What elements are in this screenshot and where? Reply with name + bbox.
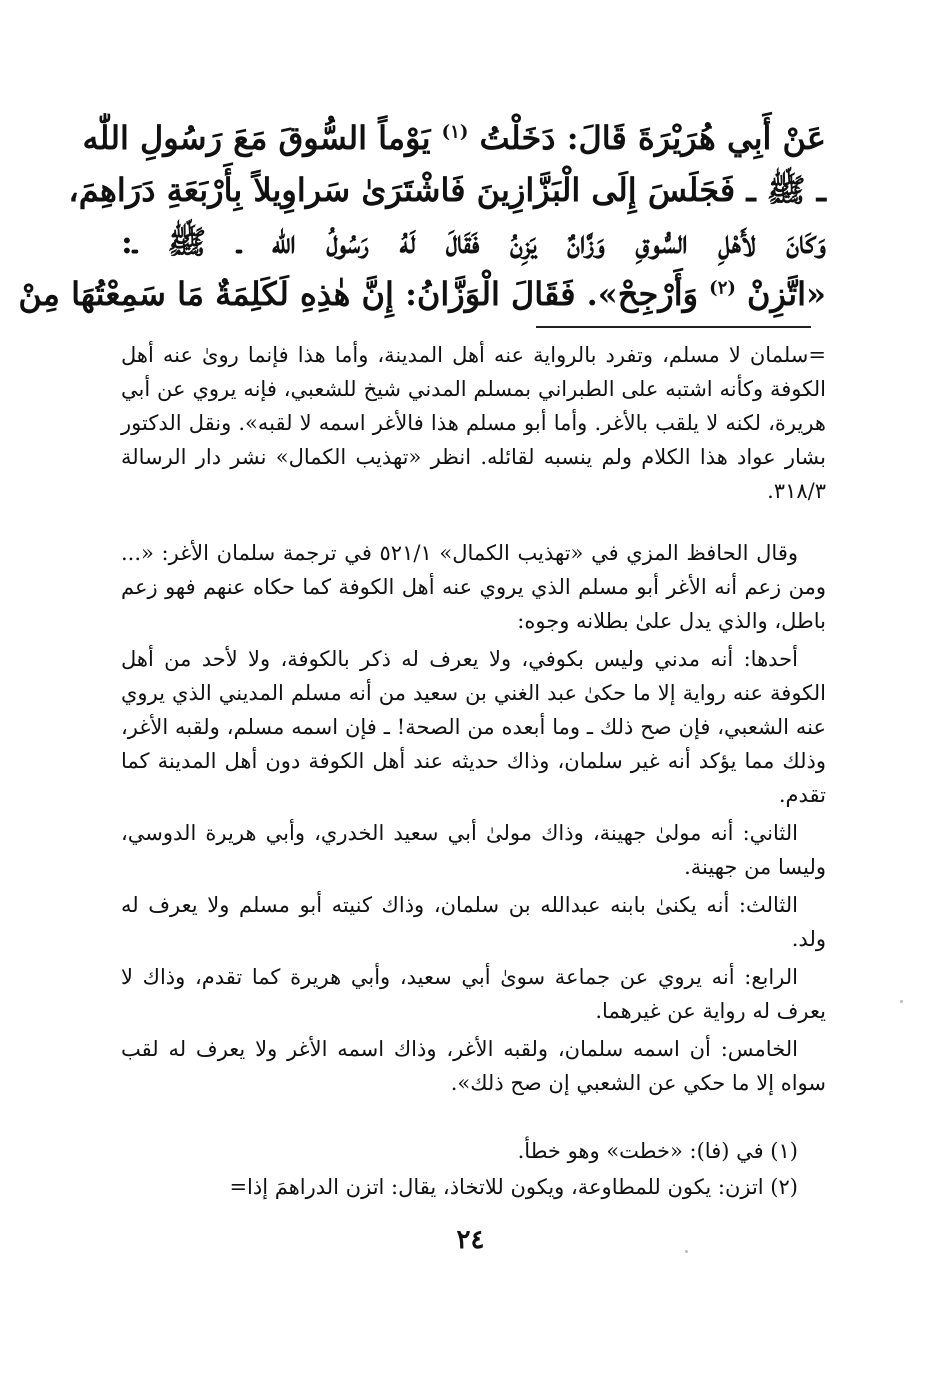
footnote-ref-2: (٢) (709, 277, 736, 299)
notes-paragraph: الرابع: أنه يروي عن جماعة سوىٰ أبي سعيد، وأبي هريرة كما تقدم، وذاك لا يعرف له رواية عن غيرهما. (121, 965, 826, 1023)
main-text-segment: عَنْ أَبِي هُرَيْرَةَ قَالَ: دَخَلْتُ (479, 119, 826, 157)
footnote-divider (536, 326, 811, 328)
main-text-segment: وَأَرْجِحْ». فَقَالَ الْوَزَّانُ: إِنَّ هٰذِهِ لَكَلِمَةٌ مَا سَمِعْتُهَا مِنْ (18, 275, 699, 313)
footnotes (121, 1133, 826, 1205)
notes-paragraph: =سلمان لا مسلم، وتفرد بالرواية عنه أهل المدينة، وأما هذا فإنما روىٰ عنه أهل الكوفة وكأنه اشتبه على الطبراني بمسلم المدني شيخ للشعبي، فإنه يروي عن أبي هريرة، لكنه لا يلقب بالأغر. وأما أبو مسلم هذا فالأغر اسمه لا لقبه». ونقل الدكتور بشار عواد هذا الكلام ولم ينسبه لقائله. انظر «تهذيب الكمال» نشر دار الرسالة ٣١٨/٣. (121, 343, 826, 503)
footnote-1: (١) في (فا): «خطت» وهو خطأ. (517, 1139, 798, 1163)
main-text-segment: يَوْماً السُّوقَ مَعَ رَسُولِ اللّٰه (82, 119, 431, 157)
notes-paragraph: وقال الحافظ المزي في «تهذيب الكمال» ٥٢١/١ في ترجمة سلمان الأغر: «... ومن زعم أنه الأغر أبو مسلم الذي يروي عنه أهل الكوفة كما حكاه عنهم فهو زعم باطل، والذي يدل علىٰ بطلانه وجوه: (121, 541, 826, 633)
notes-continuation (121, 338, 826, 508)
scan-speck (685, 1250, 688, 1253)
notes-paragraph: الثاني: أنه مولىٰ جهينة، وذاك مولىٰ أبي سعيد الخدري، وأبي هريرة الدوسي، وليسا من جهينة. (121, 821, 826, 879)
main-text-line-4 (18, 268, 826, 320)
scan-speck (900, 1000, 903, 1003)
notes-paragraph: الثالث: أنه يكنىٰ بابنه عبدالله بن سلمان، وذاك كنيته أبو مسلم ولا يعرف له ولد. (121, 893, 826, 951)
main-text-line-3: وَكَانَ لأَهْلِ السُّوقِ وَزَّانٌ يَزِنُ فَقَالَ لَهُ رَسُولُ اللّٰه ـ ﷺ ـ: (121, 223, 826, 261)
notes-mizzi-quote (121, 536, 826, 1104)
main-text-line-1 (82, 112, 826, 164)
hadith-main-text (18, 112, 826, 320)
page-number: ٢٤ (456, 1225, 485, 1255)
main-text-segment: «اتَّزِنْ (747, 275, 826, 313)
main-text-line-2: ـ ﷺ ـ فَجَلَسَ إِلَى الْبَزَّازِينَ فَاشْتَرَىٰ سَراوِيلاً بِأَرْبَعَةِ دَرَاهِمَ، (68, 171, 826, 209)
notes-paragraph: الخامس: أن اسمه سلمان، ولقبه الأغر، وذاك اسمه الأغر ولا يعرف له لقب سواه إلا ما حكي عن الشعبي إن صح ذلك». (121, 1037, 826, 1095)
footnote-ref-1: (١) (441, 121, 469, 143)
footnote-2: (٢) اتزن: يكون للمطاوعة، ويكون للاتخاذ، يقال: اتزن الدراهمَ إذا= (229, 1175, 798, 1199)
notes-paragraph: أحدها: أنه مدني وليس بكوفي، ولا يعرف له ذكر بالكوفة، ولا لأحد من أهل الكوفة عنه رواية إلا ما حكىٰ عبد الغني بن سعيد من أنه مسلم المديني الذي يروي عنه الشعبي، فإن صح ذلك ـ وما أبعده من الصحة! ـ فإن اسمه مسلم، ولقبه الأغر، وذلك مما يؤكد أنه غير سلمان، وذاك حديثه عند أهل الكوفة دون أهل المدينة كما تقدم. (121, 647, 826, 807)
